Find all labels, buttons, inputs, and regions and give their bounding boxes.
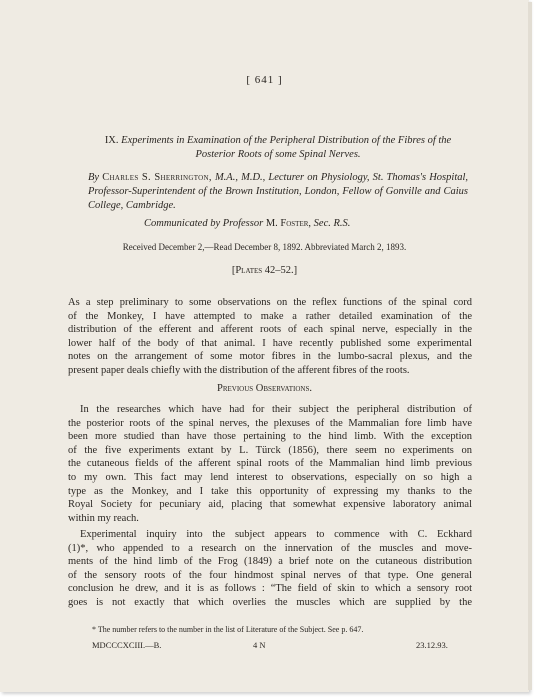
text-line: Experimental inquiry into the subject appears to commence with C. Eckhard — [80, 529, 472, 540]
text-line: ments of the hind limb of the Frog (1849) a brief note on the cutaneous distribution — [68, 556, 472, 568]
author-affiliation: M.A., M.D., Lecturer on Physiology, St. Thomas's Hospital, Professor-Superintendent of the Brown Institution, London, Fellow of Gonville and Caius College, Cambridge. — [88, 172, 469, 211]
page-edge — [528, 2, 532, 690]
communicator-title: Sec. R.S. — [313, 218, 351, 229]
text-line: Royal Society for pecuniary aid, placing that somewhat expensive laboratory animal — [68, 499, 472, 511]
text-line: In the researches which have had for their subject the peripheral distribution of — [80, 404, 472, 415]
plates-reference: [Plates 42–52.] — [231, 265, 298, 276]
text-line: the cutaneous fields of the afferent spinal roots of the Mammalian hind limb previous — [68, 458, 472, 470]
received-dates: Received December 2,—Read December 8, 1892. Abbreviated March 2, 1893. — [122, 242, 407, 252]
text-line: within my reach. — [68, 512, 139, 524]
text-line: As a step preliminary to some observations on the reflex functions of the spinal cord — [68, 297, 472, 308]
text-line: conclusion he drew, and it is as follows : “The field of skin to which a sensory root — [68, 583, 472, 595]
footnote: * The number refers to the number in the list of Literature of the Subject. See p. 647. — [92, 625, 364, 634]
paper-title — [88, 134, 468, 162]
author-byline — [88, 171, 468, 213]
text-line: of the sensory roots of the four hindmost spinal nerves of that type. One general — [68, 569, 472, 581]
text-line: lower half of the body of that animal. I have recently published some experimental — [68, 337, 472, 349]
eckhard-paragraph — [68, 528, 472, 610]
text-line: of the five experiments extant by L. Türck (1856), there seem no experiments on — [68, 444, 472, 456]
text-line: to my own. This fact may lend interest to observations, especially on so high a — [68, 471, 472, 483]
page-number: [ 641 ] — [246, 74, 283, 86]
text-line: type as the Monkey, and I take this opportunity of expressing my thanks to the — [68, 485, 472, 497]
paper-title-line-1: Experiments in Examination of the Peripheral Distribution of the Fibres of the — [121, 135, 452, 146]
byline-by: By — [88, 172, 100, 183]
text-line: notes on the arrangement of some motor fibres in the lumbo-sacral plexus, and the — [68, 351, 472, 363]
paper-title-line-2: Posterior Roots of some Spinal Nerves. — [195, 149, 361, 160]
communicated-by — [144, 218, 350, 229]
author-name: Charles S. Sherrington, — [102, 172, 212, 183]
paper-numeral: IX. — [104, 135, 119, 146]
section-heading: Previous Observations. — [217, 383, 312, 394]
previous-observations-paragraph — [68, 403, 472, 525]
text-line: the posterior roots of the spinal nerves, the plexuses of the Mammalian fore limb have — [68, 417, 472, 429]
intro-paragraph — [68, 296, 472, 378]
footer-date: 23.12.93. — [416, 640, 448, 650]
text-line: present paper deals chiefly with the distribution of the afferent fibres of the roots. — [68, 364, 410, 376]
footer-volume: MDCCCXCIII.—B. — [92, 640, 162, 650]
footer-signature: 4 N — [253, 640, 266, 650]
text-line: been more studied than have those pertaining to the hind limb. With the exception — [68, 431, 472, 443]
communicator-name: M. Foster, — [265, 218, 312, 229]
text-line: (1)*, who appended to a research on the innervation of the muscles and move- — [68, 542, 472, 554]
communicated-prefix: Communicated by Professor — [144, 218, 264, 229]
text-line: of the Monkey, I have attempted to make a rather detailed examination of the — [68, 310, 472, 322]
text-line: goes is not exactly that which overlies the muscles which are supplied by the — [68, 596, 472, 608]
text-line: distribution of the efferent and afferent roots of each spinal nerve, especially in the — [68, 324, 472, 336]
